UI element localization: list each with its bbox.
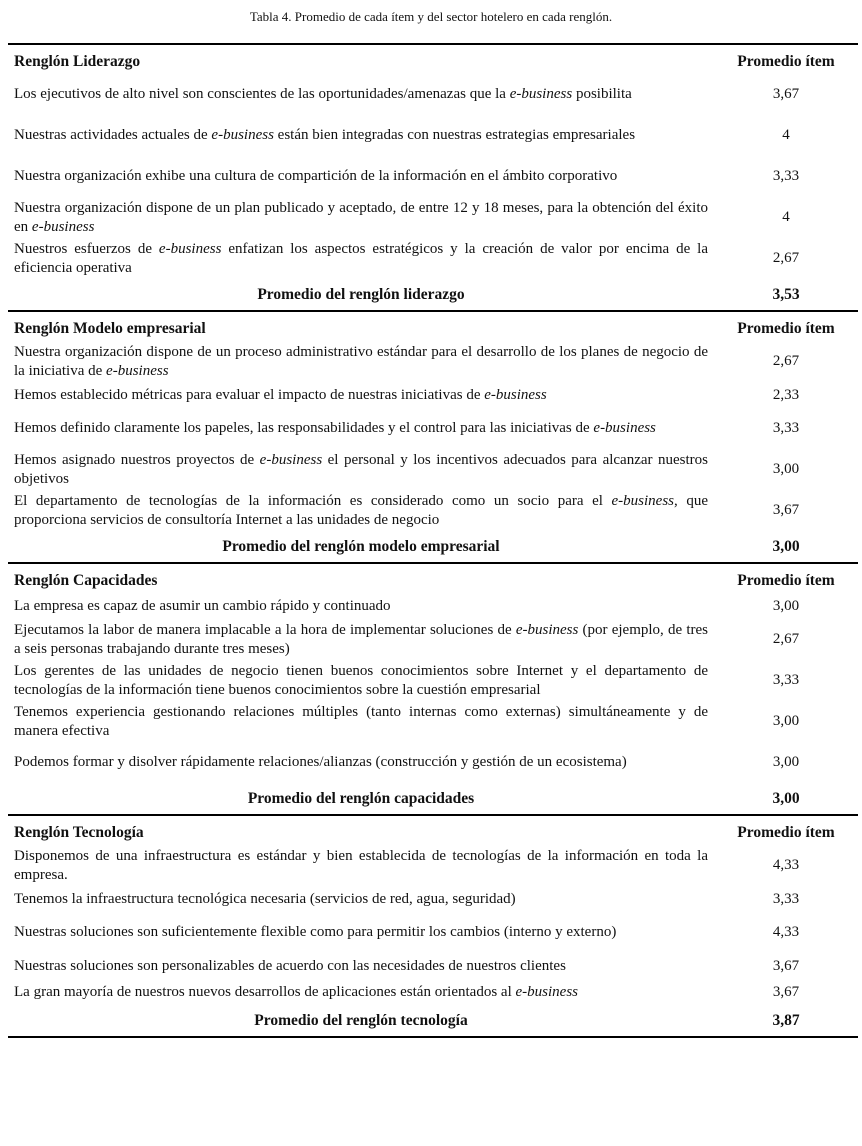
table-row <box>8 156 858 197</box>
section-average-renglon-modelo-empresarial <box>8 531 858 563</box>
item-value: 2,33 <box>772 386 800 403</box>
item-value: 3,67 <box>772 502 800 518</box>
section-title: Renglón Liderazgo <box>8 44 714 74</box>
table-row <box>8 238 858 279</box>
column-header-promedio: Promedio ítem <box>714 311 858 341</box>
item-value: 2,67 <box>772 250 800 266</box>
table-row <box>8 449 858 490</box>
item-value: 3,33 <box>772 890 800 907</box>
table-row <box>8 979 858 1005</box>
table-row <box>8 382 858 408</box>
table-row <box>8 341 858 382</box>
table-row <box>8 593 858 619</box>
item-text: El departamento de tecnologías de la información es considerado como un socio para el e-business, que proporciona servicios de consultoría Internet a las unidades de negocio <box>14 492 708 528</box>
item-value: 4 <box>782 127 790 143</box>
item-text: Nuestras soluciones son suficientemente flexible como para permitir los cambios (interno y externo) <box>14 924 617 940</box>
item-value: 3,00 <box>772 461 800 477</box>
item-text: Hemos establecido métricas para evaluar el impacto de nuestras iniciativas de e-business <box>14 386 547 403</box>
table-row <box>8 408 858 449</box>
table-row <box>8 619 858 660</box>
item-text: La empresa es capaz de asumir un cambio rápido y continuado <box>14 597 391 614</box>
item-text: Hemos definido claramente los papeles, las responsabilidades y el control para las iniciativas de e-business <box>14 420 656 436</box>
section-header-renglon-tecnologia <box>8 815 858 845</box>
item-text: Nuestras soluciones son personalizables de acuerdo con las necesidades de nuestros clientes <box>14 957 566 974</box>
table-row <box>8 701 858 742</box>
section-average-renglon-tecnologia <box>8 1005 858 1037</box>
item-text: Hemos asignado nuestros proyectos de e-business el personal y los incentivos adecuados para alcanzar nuestros objetivos <box>14 451 708 487</box>
section-title: Renglón Modelo empresarial <box>8 311 714 341</box>
item-text: La gran mayoría de nuestros nuevos desarrollos de aplicaciones están orientados al e-business <box>14 983 578 1000</box>
average-value: 3,87 <box>714 1005 858 1037</box>
table-row <box>8 490 858 531</box>
table-row <box>8 912 858 953</box>
results-table-container <box>8 43 858 1038</box>
item-value: 3,33 <box>772 168 800 184</box>
section-header-renglon-capacidades <box>8 563 858 593</box>
item-value: 4 <box>782 209 790 225</box>
column-header-promedio: Promedio ítem <box>714 563 858 593</box>
item-text: Nuestras actividades actuales de e-business están bien integradas con nuestras estrategias empresariales <box>14 127 636 143</box>
item-value: 3,00 <box>772 597 800 614</box>
average-label: Promedio del renglón liderazgo <box>8 279 714 311</box>
table-row <box>8 197 858 238</box>
section-header-renglon-modelo-empresarial <box>8 311 858 341</box>
table-row <box>8 886 858 912</box>
item-text: Los ejecutivos de alto nivel son conscientes de las oportunidades/amenazas que la e-business posibilita <box>14 86 632 102</box>
item-text: Nuestra organización exhibe una cultura de compartición de la información en el ámbito corporativo <box>14 168 618 184</box>
average-label: Promedio del renglón tecnología <box>8 1005 714 1037</box>
table-row <box>8 953 858 979</box>
table-row <box>8 742 858 783</box>
item-value: 2,67 <box>772 631 800 647</box>
table-row <box>8 845 858 886</box>
average-value: 3,00 <box>714 531 858 563</box>
results-table <box>8 43 858 1038</box>
item-value: 4,33 <box>772 924 800 940</box>
section-average-renglon-capacidades <box>8 783 858 815</box>
item-value: 3,00 <box>772 754 800 770</box>
column-header-promedio: Promedio ítem <box>714 44 858 74</box>
table-caption: Tabla 4. Promedio de cada ítem y del sector hotelero en cada renglón. <box>249 9 613 24</box>
item-value: 3,33 <box>772 672 800 688</box>
item-text: Disponemos de una infraestructura es estándar y bien establecida de tecnologías de la información en toda la empresa. <box>14 847 708 883</box>
table-row <box>8 115 858 156</box>
item-text: Los gerentes de las unidades de negocio tienen buenos conocimientos sobre Internet y el departamento de tecnologías de la información tiene buenos conocimientos sobre la cuestión empresarial <box>14 662 708 698</box>
item-text: Ejecutamos la labor de manera implacable a la hora de implementar soluciones de e-business (por ejemplo, de tres a seis personas trabajando durante tres meses) <box>14 621 708 657</box>
item-value: 3,67 <box>772 86 800 102</box>
average-label: Promedio del renglón modelo empresarial <box>8 531 714 563</box>
table-row <box>8 74 858 115</box>
item-value: 3,33 <box>772 420 800 436</box>
section-title: Renglón Tecnología <box>8 815 714 845</box>
item-value: 3,67 <box>772 983 800 1000</box>
item-text: Tenemos la infraestructura tecnológica necesaria (servicios de red, agua, seguridad) <box>14 890 516 907</box>
item-value: 4,33 <box>772 857 800 873</box>
average-value: 3,00 <box>714 783 858 815</box>
average-value: 3,53 <box>714 279 858 311</box>
item-text: Nuestra organización dispone de un plan publicado y aceptado, de entre 12 y 18 meses, para la obtención del éxito en e-business <box>14 199 708 235</box>
section-average-renglon-liderazgo <box>8 279 858 311</box>
column-header-promedio: Promedio ítem <box>714 815 858 845</box>
table-row <box>8 660 858 701</box>
item-value: 2,67 <box>772 353 800 369</box>
item-text: Tenemos experiencia gestionando relaciones múltiples (tanto internas como externas) simultáneamente y de manera efectiva <box>14 703 708 739</box>
section-header-renglon-liderazgo <box>8 44 858 74</box>
item-value: 3,00 <box>772 713 800 729</box>
item-text: Podemos formar y disolver rápidamente relaciones/alianzas (construcción y gestión de un ecosistema) <box>14 754 627 770</box>
item-value: 3,67 <box>772 957 800 974</box>
item-text: Nuestra organización dispone de un proceso administrativo estándar para el desarrollo de los planes de negocio de la iniciativa de e-business <box>14 343 708 379</box>
section-title: Renglón Capacidades <box>8 563 714 593</box>
item-text: Nuestros esfuerzos de e-business enfatizan los aspectos estratégicos y la creación de valor por encima de la eficiencia operativa <box>14 240 709 276</box>
average-label: Promedio del renglón capacidades <box>8 783 714 815</box>
